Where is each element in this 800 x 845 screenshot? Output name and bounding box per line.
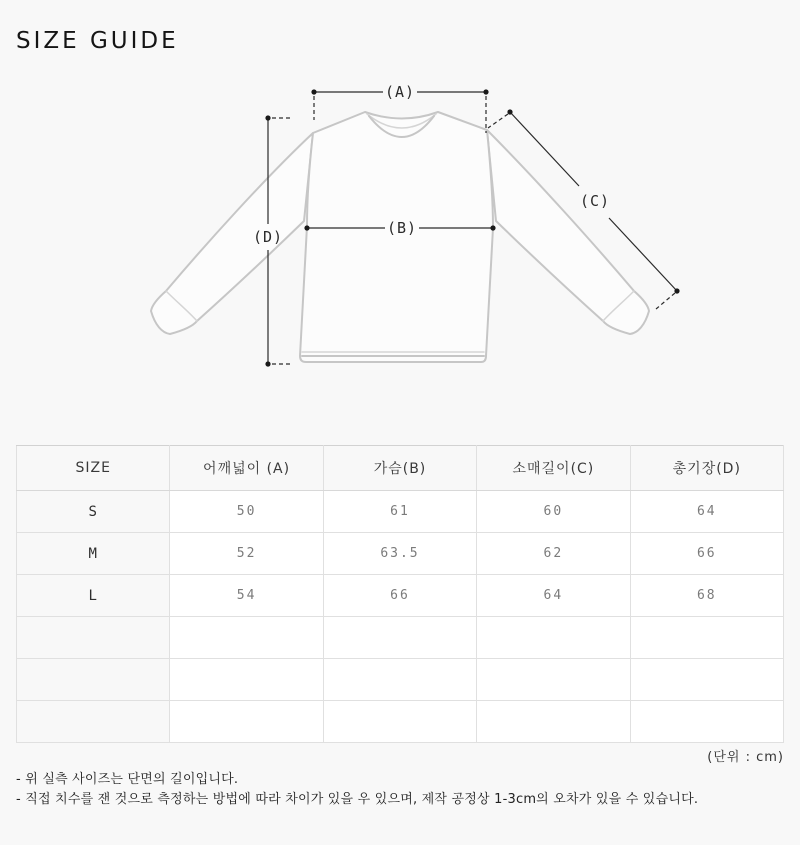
cell-empty <box>170 617 323 659</box>
cell-s-shoulder: 50 <box>170 491 323 533</box>
table-row-m <box>17 533 784 575</box>
table-row-empty-2 <box>17 659 784 701</box>
table-row-empty-3 <box>17 701 784 743</box>
cell-empty <box>170 701 323 743</box>
cell-size-s: S <box>17 491 170 533</box>
page-title: SIZE GUIDE <box>16 28 179 54</box>
cell-empty <box>323 617 476 659</box>
cell-size-l: L <box>17 575 170 617</box>
cell-m-sleeve: 62 <box>477 533 630 575</box>
dim-label-shoulder: (A) <box>384 83 416 101</box>
footnote-tolerance: - 직접 치수를 잰 것으로 측정하는 방법에 따라 차이가 있을 우 있으며, 제작 공정상 1-3cm의 오차가 있을 수 있습니다. <box>16 792 699 807</box>
cell-l-shoulder: 54 <box>170 575 323 617</box>
cell-empty <box>323 659 476 701</box>
cell-size-m: M <box>17 533 170 575</box>
cell-empty <box>477 701 630 743</box>
cell-empty <box>630 659 783 701</box>
table-row-l <box>17 575 784 617</box>
cell-l-chest: 66 <box>323 575 476 617</box>
header-cell-chest: 가슴(B) <box>323 446 476 491</box>
size-diagram <box>140 75 710 387</box>
cell-empty <box>170 659 323 701</box>
header-cell-size: SIZE <box>17 446 170 491</box>
size-table <box>16 445 784 743</box>
dim-label-length: (D) <box>252 228 284 246</box>
cell-empty <box>477 659 630 701</box>
dim-label-sleeve: (C) <box>579 192 611 210</box>
table-row-s <box>17 491 784 533</box>
header-cell-length: 총기장(D) <box>630 446 783 491</box>
header-cell-shoulder: 어깨넓이 (A) <box>170 446 323 491</box>
cell-m-shoulder: 52 <box>170 533 323 575</box>
cell-s-sleeve: 60 <box>477 491 630 533</box>
header-cell-sleeve: 소매길이(C) <box>477 446 630 491</box>
cell-empty <box>17 617 170 659</box>
dim-label-chest: (B) <box>386 219 418 237</box>
garment-illustration <box>151 112 649 362</box>
cell-empty <box>17 701 170 743</box>
footnote-measurement-type: - 위 실측 사이즈는 단면의 길이입니다. <box>16 772 239 787</box>
cell-empty <box>323 701 476 743</box>
cell-empty <box>477 617 630 659</box>
unit-note: (단위 : cm) <box>707 750 784 765</box>
cell-s-chest: 61 <box>323 491 476 533</box>
cell-l-sleeve: 64 <box>477 575 630 617</box>
cell-l-length: 68 <box>630 575 783 617</box>
cell-empty <box>630 617 783 659</box>
size-table-header-row <box>17 446 784 491</box>
cell-s-length: 64 <box>630 491 783 533</box>
cell-empty <box>17 659 170 701</box>
cell-m-length: 66 <box>630 533 783 575</box>
table-row-empty-1 <box>17 617 784 659</box>
footnotes <box>16 770 698 810</box>
cell-m-chest: 63.5 <box>323 533 476 575</box>
cell-empty <box>630 701 783 743</box>
